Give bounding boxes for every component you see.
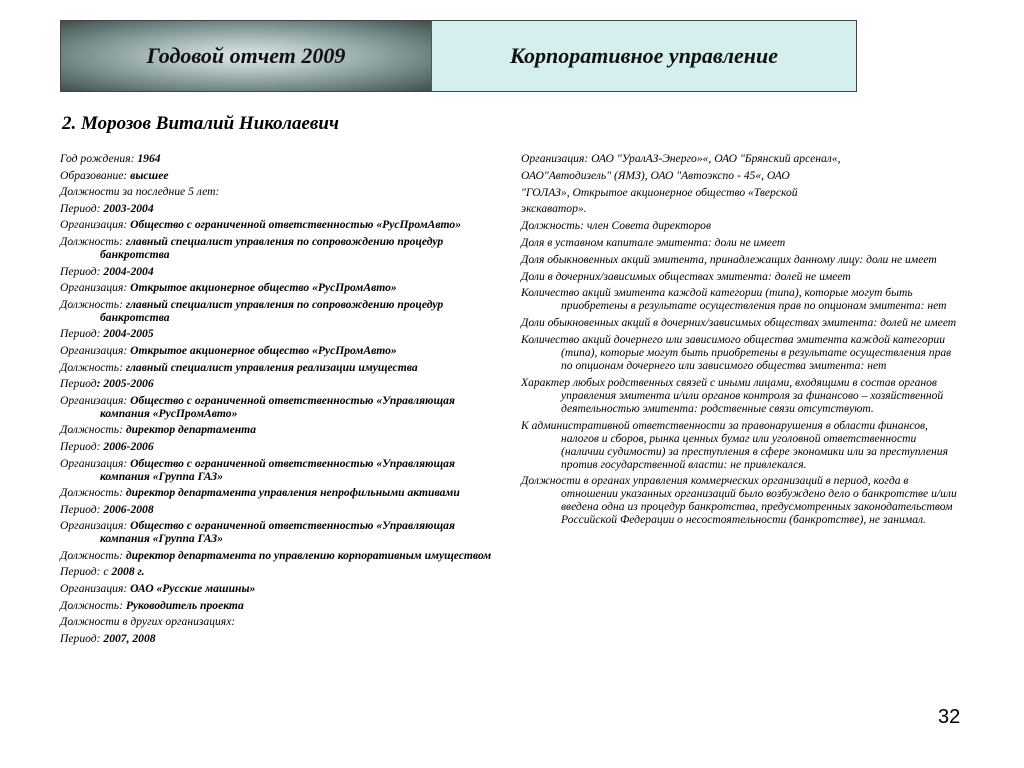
career-entry — [60, 152, 500, 165]
entry-label: Период: — [60, 201, 104, 215]
entry-label: Организация: — [60, 281, 131, 295]
career-entry — [60, 549, 500, 562]
entry-value: директор департамента по управлению корпоративным имуществом — [125, 548, 492, 562]
entry-label: Организация: — [60, 218, 131, 232]
entry-value: 2004-2005 — [103, 327, 154, 341]
entry-value: 2006-2008 — [103, 502, 154, 516]
career-entry — [60, 423, 500, 436]
person-title: 2. Морозов Виталий Николаевич — [62, 113, 339, 134]
career-entry — [60, 169, 500, 182]
career-entry — [60, 457, 500, 483]
career-entry — [60, 377, 500, 390]
career-entry — [60, 344, 500, 357]
entry-label: Период: — [60, 327, 104, 341]
entry-value: Общество с ограниченной ответственностью «РусПромАвто» — [130, 218, 462, 232]
entry-value: Общество с ограниченной ответственностью «Управляющая компания «РусПромАвто» — [100, 393, 455, 420]
career-entry — [60, 218, 500, 231]
entry-label: Период: — [60, 264, 104, 278]
entry-value: высшее — [130, 168, 169, 182]
disclosure-column — [521, 152, 961, 530]
entry-value: 1964 — [137, 152, 161, 165]
entry-value: Открытое акционерное общество «РусПромАвто» — [130, 343, 397, 357]
entry-value: 2007, 2008 — [103, 631, 156, 645]
disclosure-entry: Доля в уставном капитале эмитента: доли не имеет — [521, 235, 786, 249]
entry-value: главный специалист управления реализации имущества — [125, 360, 418, 374]
disclosure-entry: Количество акций эмитента каждой категории (типа), которые могут быть приобретены в результате осуществления прав по опционам эмитента: нет — [521, 286, 947, 313]
entry-label: Должность: — [60, 360, 126, 374]
entry-label: Должность: — [60, 423, 126, 437]
career-entry — [60, 265, 500, 278]
entry-value: ОАО «Русские машины» — [130, 582, 256, 596]
career-entry — [60, 394, 500, 420]
career-entry — [60, 202, 500, 215]
career-entry — [60, 565, 500, 578]
page-number: 32 — [938, 706, 961, 728]
entry-label: Период: — [60, 439, 104, 453]
entry-value: Общество с ограниченной ответственностью «Управляющая компания «Группа ГАЗ» — [100, 519, 455, 546]
disclosure-entry: Доля обыкновенных акций эмитента, принадлежащих данному лицу: доли не имеет — [521, 252, 937, 266]
career-entry — [60, 503, 500, 516]
entry-value: главный специалист управления по сопровождению процедур банкротства — [100, 234, 444, 261]
disclosure-entry: Должность: член Совета директоров — [521, 219, 712, 233]
entry-label: Организация: — [60, 582, 131, 596]
entry-value: 2006-2006 — [103, 439, 154, 453]
career-entry — [60, 632, 500, 645]
disclosure-entry: ОАО"Автодизель" (ЯМЗ), ОАО "Автоэкспо - 45«, ОАО — [521, 168, 790, 182]
disclosure-entry: К административной ответственности за правонарушения в области финансов, налогов и сборов, рынка ценных бумаг или уголовной ответственности (наличии судимости) за преступления в сфере экономики или за преступления против государственной власти: не привлекался. — [521, 418, 948, 471]
entry-label: Период: — [60, 502, 104, 516]
disclosure-entry: Количество акций дочернего или зависимого общества эмитента каждой категории (типа), которые могут быть приобретены в результате осуществления прав по опционам дочернего или зависимого общества эмитента: нет — [521, 332, 952, 372]
entry-value: Открытое акционерное общество «РусПромАвто» — [130, 281, 397, 295]
entry-value: Общество с ограниченной ответственностью «Управляющая компания «Группа ГАЗ» — [100, 456, 455, 483]
slide-header — [60, 20, 857, 92]
career-entry — [60, 281, 500, 294]
disclosure-entry: Должности в органах управления коммерческих организаций в период, когда в отношении указанных организаций было возбуждено дело о банкротстве и/или введена одна из процедур банкротства, предусмотренных законодательством Российской Федерации о несостоятельности (банкротстве), не занимал. — [521, 474, 957, 527]
entry-label: Организация: — [60, 456, 131, 470]
header-right-panel — [432, 21, 856, 91]
career-entry — [60, 599, 500, 612]
entry-label: Должность: — [60, 598, 126, 612]
entry-value: 2003-2004 — [103, 201, 154, 215]
career-entry — [60, 440, 500, 453]
career-entry — [60, 486, 500, 499]
disclosure-entry: экскаватор». — [521, 202, 587, 216]
entry-label: Должности в других организациях: — [60, 615, 236, 629]
disclosure-entry: Доли обыкновенных акций в дочерних/зависимых обществах эмитента: долей не имеет — [521, 316, 957, 330]
disclosure-entry: Доли в дочерних/зависимых обществах эмитента: долей не имеет — [521, 269, 851, 283]
entry-label: Должность: — [60, 548, 126, 562]
entry-label: Период — [60, 377, 97, 391]
entry-label: Образование: — [60, 168, 131, 182]
career-entry — [60, 519, 500, 545]
career-column — [60, 152, 500, 648]
header-left-panel — [61, 21, 432, 91]
entry-value: 2004-2004 — [103, 264, 154, 278]
entry-label: Должность: — [60, 234, 126, 248]
career-entry — [60, 235, 500, 261]
disclosure-entry: Характер любых родственных связей с иными лицами, входящими в состав органов управления эмитента и/или органов контроля за финансово – хозяйственной деятельностью эмитента: родственные связи отсутствуют. — [521, 375, 944, 415]
section-title: Корпоративное управление — [509, 43, 779, 68]
entry-label: Период: — [60, 631, 104, 645]
entry-label: Год рождения: — [60, 152, 138, 165]
entry-value: Руководитель проекта — [125, 598, 244, 612]
entry-value: : 2005-2006 — [96, 377, 154, 391]
entry-label: Организация: — [60, 519, 131, 533]
career-entry — [60, 327, 500, 340]
disclosure-entry: Организация: ОАО "УралАЗ-Энерго»«, ОАО "Брянский арсенал«, — [521, 152, 841, 165]
entry-label: Должность: — [60, 486, 126, 500]
disclosure-entry: "ГОЛАЗ», Открытое акционерное общество «Тверской — [521, 185, 798, 199]
career-entry — [60, 185, 500, 198]
entry-value: главный специалист управления по сопровождению процедур банкротства — [100, 297, 444, 324]
career-entry — [60, 582, 500, 595]
entry-value: 2008 г. — [111, 565, 145, 579]
entry-label: Организация: — [60, 343, 131, 357]
entry-label: Должности за последние 5 лет: — [60, 185, 220, 199]
entry-label: Должность: — [60, 297, 126, 311]
entry-value: директор департамента управления непрофильными активами — [125, 486, 460, 500]
entry-label: Период: с — [60, 565, 112, 579]
annual-report-title: Годовой отчет 2009 — [146, 43, 346, 68]
career-entry — [60, 615, 500, 628]
entry-value: директор департамента — [125, 423, 256, 437]
career-entry — [60, 298, 500, 324]
career-entry — [60, 361, 500, 374]
entry-label: Организация: — [60, 393, 131, 407]
